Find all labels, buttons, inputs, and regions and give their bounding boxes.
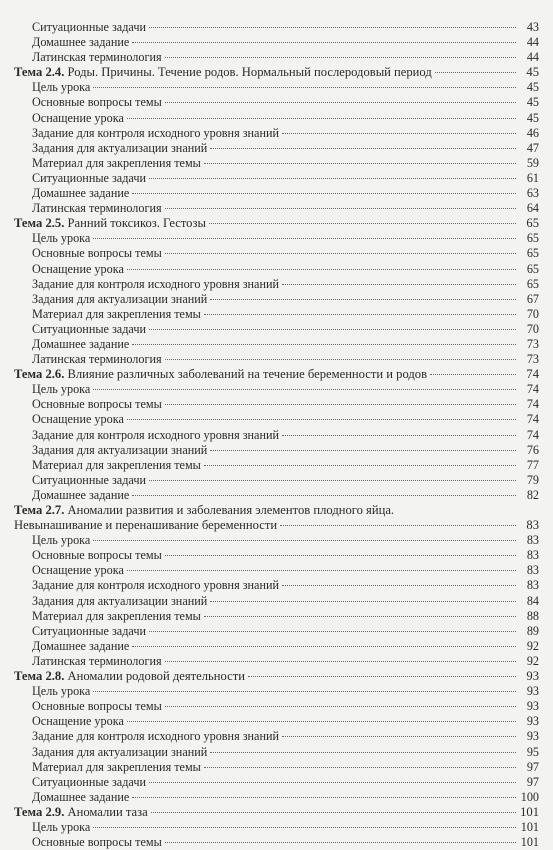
toc-subentry [14, 624, 539, 639]
toc-entry-text: Цель урока [32, 80, 91, 95]
toc-subentry [14, 262, 539, 277]
page-number: 101 [520, 804, 539, 819]
page-number: 73 [526, 336, 539, 351]
toc-entry-text: Домашнее задание [32, 789, 130, 804]
toc-entry-text: Домашнее задание [32, 336, 130, 351]
page-number: 93 [526, 699, 539, 714]
page-number: 74 [526, 427, 539, 442]
toc-entry-title [32, 428, 279, 443]
toc-entry-title [32, 307, 201, 322]
toc-subentry [14, 654, 539, 669]
toc-entry-text: Ситуационные задачи [32, 20, 146, 34]
toc-entry-text: Цель урока [32, 819, 91, 834]
toc-entry-title [32, 382, 90, 397]
toc-subentry [14, 578, 539, 593]
toc-entry-title [32, 231, 90, 246]
toc-subentry [14, 790, 539, 805]
toc-entry-title [32, 20, 146, 35]
toc-subentry [14, 292, 539, 307]
dot-leader [149, 782, 516, 783]
page-number: 47 [526, 140, 539, 155]
toc-entry-title [14, 65, 432, 80]
toc-entry-text: Задания для актуализации знаний [32, 291, 208, 306]
dot-leader [149, 27, 516, 28]
dot-leader [93, 238, 516, 239]
toc-subentry [14, 95, 539, 110]
page-number: 101 [520, 835, 539, 850]
page-number: 93 [526, 714, 539, 729]
toc-subentry [14, 835, 539, 850]
toc-entry-text: Задание для контроля исходного уровня знаний [32, 578, 280, 593]
toc-entry-text: Оснащение урока [32, 412, 124, 427]
page-number: 82 [526, 487, 539, 502]
toc-entry-text: Основные вопросы темы [32, 95, 162, 110]
dot-leader [127, 118, 516, 119]
toc-entry-title [32, 578, 279, 593]
dot-leader [149, 178, 516, 179]
dot-leader [204, 616, 516, 617]
page-number: 65 [526, 276, 539, 291]
toc-entry-text: Задания для актуализации знаний [32, 744, 208, 759]
toc-entry-text: Оснащение урока [32, 110, 124, 125]
toc-topic-label: Тема 2.9. [14, 804, 65, 819]
toc-entry-text: Цель урока [32, 533, 91, 548]
dot-leader [248, 676, 516, 677]
dot-leader [430, 374, 516, 375]
page-number: 65 [526, 231, 539, 246]
page-number: 77 [526, 457, 539, 472]
toc-entry-title [14, 669, 245, 684]
dot-leader [165, 404, 516, 405]
page-number: 45 [526, 80, 539, 95]
dot-leader [165, 661, 516, 662]
page-number: 83 [526, 548, 539, 563]
dot-leader [210, 299, 516, 300]
dot-leader [149, 480, 516, 481]
toc-entry-text: Основные вопросы темы [32, 246, 162, 261]
page-number: 93 [526, 669, 539, 684]
toc-entry-title [14, 216, 206, 231]
dot-leader [280, 525, 516, 526]
dot-leader [93, 540, 516, 541]
dot-leader [165, 102, 516, 103]
toc-topic-entry [14, 65, 539, 80]
toc-entry-text: Цель урока [32, 684, 91, 699]
dot-leader [209, 223, 516, 224]
toc-subentry [14, 443, 539, 458]
toc-entry-text: Материал для закрепления темы [32, 306, 201, 321]
toc-entry-title [32, 699, 162, 714]
toc-entry-title [32, 95, 162, 110]
toc-subentry [14, 156, 539, 171]
toc-topic-label: Тема 2.6. [14, 367, 65, 382]
page-number: 74 [526, 382, 539, 397]
toc-entry-title [32, 548, 162, 563]
page-number: 83 [526, 563, 539, 578]
toc-subentry [14, 458, 539, 473]
toc-entry-title [32, 729, 279, 744]
dot-leader [282, 133, 516, 134]
dot-leader [132, 495, 516, 496]
toc-entry-text: Оснащение урока [32, 714, 124, 729]
page-number: 83 [526, 518, 539, 533]
toc-subentry [14, 352, 539, 367]
page-number: 64 [526, 201, 539, 216]
toc-topic-entry [14, 518, 539, 533]
dot-leader [93, 87, 516, 88]
page-number: 79 [526, 472, 539, 487]
dot-leader [93, 827, 516, 828]
toc-subentry [14, 609, 539, 624]
toc-subentry [14, 760, 539, 775]
toc-entry-text: Основные вопросы темы [32, 699, 162, 714]
toc-entry-text: Оснащение урока [32, 563, 124, 578]
page-number: 92 [526, 638, 539, 653]
page-number: 61 [526, 170, 539, 185]
dot-leader [149, 329, 516, 330]
page-number: 65 [526, 216, 539, 231]
toc-entry-title [32, 488, 129, 503]
toc-entry-text: Цель урока [32, 231, 91, 246]
dot-leader [127, 419, 516, 420]
dot-leader [93, 691, 516, 692]
page-number: 45 [526, 110, 539, 125]
page-number: 84 [526, 593, 539, 608]
toc-subentry [14, 563, 539, 578]
toc-subentry [14, 80, 539, 95]
toc-entry-title [32, 352, 162, 367]
toc-entry-title [32, 533, 90, 548]
toc-subentry [14, 473, 539, 488]
dot-leader [282, 736, 516, 737]
toc-entry-title [32, 277, 279, 292]
toc-subentry [14, 277, 539, 292]
toc-subentry [14, 428, 539, 443]
page-number: 101 [520, 819, 539, 834]
toc-entry-title [32, 80, 90, 95]
page-number: 70 [526, 321, 539, 336]
toc-entry-title [32, 262, 124, 277]
toc-entry-title [32, 760, 201, 775]
toc-subentry [14, 322, 539, 337]
toc-entry-title [32, 292, 207, 307]
toc-entry-text: Аномалии развития и заболевания элементов плодного яйца. [67, 503, 395, 517]
page-number: 76 [526, 442, 539, 457]
dot-leader [282, 284, 516, 285]
toc-subentry [14, 775, 539, 790]
toc-entry-text: Латинская терминология [32, 653, 162, 668]
toc-entry-title [32, 745, 207, 760]
page-number: 92 [526, 653, 539, 668]
page-number: 65 [526, 246, 539, 261]
toc-entry-text: Аномалии родовой деятельности [67, 669, 245, 684]
toc-subentry [14, 397, 539, 412]
toc-entry-title [32, 111, 124, 126]
page-number: 44 [526, 50, 539, 65]
toc-entry-title [32, 397, 162, 412]
toc-entry-text: Домашнее задание [32, 487, 130, 502]
dot-leader [165, 555, 516, 556]
toc-list [14, 20, 539, 850]
toc-subentry [14, 35, 539, 50]
toc-entry-title [32, 156, 201, 171]
dot-leader [165, 208, 516, 209]
page-number: 74 [526, 397, 539, 412]
toc-entry-text: Задание для контроля исходного уровня знаний [32, 125, 280, 140]
page-number: 43 [526, 20, 539, 34]
toc-entry-text: Цель урока [32, 382, 91, 397]
toc-entry-title [32, 35, 129, 50]
toc-entry-title [32, 820, 90, 835]
toc-entry-title [14, 503, 394, 518]
toc-entry-text: Основные вопросы темы [32, 397, 162, 412]
toc-subentry [14, 111, 539, 126]
page-number: 95 [526, 744, 539, 759]
page-number: 74 [526, 412, 539, 427]
toc-entry-title [32, 639, 129, 654]
toc-entry-title [32, 50, 162, 65]
dot-leader [127, 721, 516, 722]
toc-subentry [14, 488, 539, 503]
toc-entry-text: Ситуационные задачи [32, 623, 146, 638]
toc-entry-title [32, 337, 129, 352]
dot-leader [132, 344, 516, 345]
toc-subentry [14, 201, 539, 216]
toc-entry-text: Ситуационные задачи [32, 774, 146, 789]
toc-entry-text: Роды. Причины. Течение родов. Нормальный послеродовый период [67, 65, 432, 80]
dot-leader [210, 752, 516, 753]
dot-leader [165, 57, 516, 58]
toc-entry-title [32, 126, 279, 141]
toc-subentry [14, 171, 539, 186]
toc-entry-title [32, 443, 207, 458]
dot-leader [204, 465, 516, 466]
toc-topic-entry [14, 669, 539, 684]
dot-leader [132, 42, 516, 43]
toc-subentry [14, 684, 539, 699]
dot-leader [435, 72, 516, 73]
toc-subentry [14, 820, 539, 835]
toc-entry-text: Латинская терминология [32, 201, 162, 216]
page-number: 73 [526, 352, 539, 367]
dot-leader [165, 253, 516, 254]
toc-entry-text: Аномалии таза [67, 804, 148, 819]
toc-subentry [14, 20, 539, 35]
toc-topic-entry [14, 503, 539, 518]
toc-entry-title [14, 518, 277, 533]
dot-leader [165, 359, 516, 360]
toc-entry-title [32, 201, 162, 216]
toc-entry-text: Домашнее задание [32, 638, 130, 653]
toc-subentry [14, 50, 539, 65]
toc-entry-text: Задания для актуализации знаний [32, 442, 208, 457]
toc-entry-text: Задания для актуализации знаний [32, 593, 208, 608]
toc-entry-text: Домашнее задание [32, 35, 130, 50]
toc-entry-text: Материал для закрепления темы [32, 608, 201, 623]
toc-subentry [14, 141, 539, 156]
dot-leader [149, 631, 516, 632]
dot-leader [151, 812, 516, 813]
page-number: 83 [526, 578, 539, 593]
toc-entry-title [32, 790, 129, 805]
toc-entry-title [32, 141, 207, 156]
toc-entry-title [14, 805, 148, 820]
toc-subentry [14, 307, 539, 322]
toc-entry-title [32, 624, 146, 639]
toc-subentry [14, 382, 539, 397]
toc-subentry [14, 246, 539, 261]
page-number: 63 [526, 186, 539, 201]
dot-leader [204, 163, 516, 164]
toc-topic-label: Тема 2.4. [14, 65, 65, 80]
toc-entry-text: Задание для контроля исходного уровня знаний [32, 276, 280, 291]
page-number: 100 [520, 789, 539, 804]
toc-subentry [14, 729, 539, 744]
page-number: 97 [526, 759, 539, 774]
page-number: 93 [526, 729, 539, 744]
dot-leader [204, 314, 516, 315]
page-number: 74 [526, 367, 539, 382]
dot-leader [93, 389, 516, 390]
toc-entry-title [32, 835, 162, 850]
dot-leader [165, 842, 516, 843]
toc-entry-title [32, 458, 201, 473]
toc-entry-text: Ситуационные задачи [32, 321, 146, 336]
dot-leader [165, 706, 516, 707]
dot-leader [282, 585, 516, 586]
toc-subentry [14, 126, 539, 141]
toc-entry-title [32, 186, 129, 201]
toc-entry-text: Ситуационные задачи [32, 170, 146, 185]
toc-entry-title [32, 322, 146, 337]
toc-topic-entry [14, 216, 539, 231]
toc-entry-title [32, 775, 146, 790]
page-number: 89 [526, 623, 539, 638]
toc-entry-text: Домашнее задание [32, 186, 130, 201]
dot-leader [204, 767, 516, 768]
dot-leader [210, 450, 516, 451]
toc-subentry [14, 745, 539, 760]
toc-entry-text: Латинская терминология [32, 50, 162, 65]
toc-entry-text: Латинская терминология [32, 352, 162, 367]
toc-subentry [14, 548, 539, 563]
page-number: 46 [526, 125, 539, 140]
toc-entry-text: Задание для контроля исходного уровня знаний [32, 729, 280, 744]
toc-entry-text: Оснащение урока [32, 261, 124, 276]
toc-subentry [14, 231, 539, 246]
page-number: 45 [526, 95, 539, 110]
toc-entry-title [32, 594, 207, 609]
toc-entry-text: Ранний токсикоз. Гестозы [67, 216, 206, 231]
page-number: 67 [526, 291, 539, 306]
toc-topic-entry [14, 367, 539, 382]
toc-entry-text: Ситуационные задачи [32, 472, 146, 487]
toc-entry-text: Материал для закрепления темы [32, 759, 201, 774]
toc-entry-title [32, 684, 90, 699]
toc-topic-label: Тема 2.8. [14, 669, 65, 684]
dot-leader [132, 646, 516, 647]
toc-entry-title [32, 563, 124, 578]
toc-entry-text: Материал для закрепления темы [32, 457, 201, 472]
toc-entry-title [32, 654, 162, 669]
page-number: 70 [526, 306, 539, 321]
page-number: 44 [526, 35, 539, 50]
toc-entry-text: Влияние различных заболеваний на течение беременности и родов [67, 367, 428, 382]
toc-entry-title [32, 412, 124, 427]
toc-subentry [14, 533, 539, 548]
toc-entry-text: Задание для контроля исходного уровня знаний [32, 427, 280, 442]
toc-entry-text: Основные вопросы темы [32, 548, 162, 563]
toc-subentry [14, 639, 539, 654]
toc-subentry [14, 337, 539, 352]
page-number: 88 [526, 608, 539, 623]
page-number: 97 [526, 774, 539, 789]
page-number: 59 [526, 155, 539, 170]
toc-entry-title [32, 609, 201, 624]
toc-entry-text: Основные вопросы темы [32, 835, 162, 850]
dot-leader [132, 193, 516, 194]
toc-subentry [14, 186, 539, 201]
toc-topic-entry [14, 805, 539, 820]
page-number: 83 [526, 533, 539, 548]
toc-entry-title [32, 714, 124, 729]
dot-leader [210, 601, 516, 602]
dot-leader [282, 435, 516, 436]
dot-leader [127, 269, 516, 270]
toc-entry-title [32, 246, 162, 261]
toc-subentry [14, 714, 539, 729]
dot-leader [210, 148, 516, 149]
toc-subentry [14, 594, 539, 609]
toc-topic-label: Тема 2.7. [14, 503, 65, 517]
toc-entry-text: Невынашивание и перенашивание беременности [14, 518, 278, 533]
toc-subentry [14, 699, 539, 714]
toc-topic-label: Тема 2.5. [14, 216, 65, 231]
page-number: 93 [526, 684, 539, 699]
page-number: 45 [526, 65, 539, 80]
toc-entry-title [14, 367, 427, 382]
toc-entry-title [32, 171, 146, 186]
dot-leader [127, 570, 516, 571]
toc-entry-text: Задания для актуализации знаний [32, 140, 208, 155]
page-number: 65 [526, 261, 539, 276]
toc-subentry [14, 412, 539, 427]
toc-entry-text: Материал для закрепления темы [32, 155, 201, 170]
dot-leader [132, 797, 516, 798]
toc-entry-title [32, 473, 146, 488]
